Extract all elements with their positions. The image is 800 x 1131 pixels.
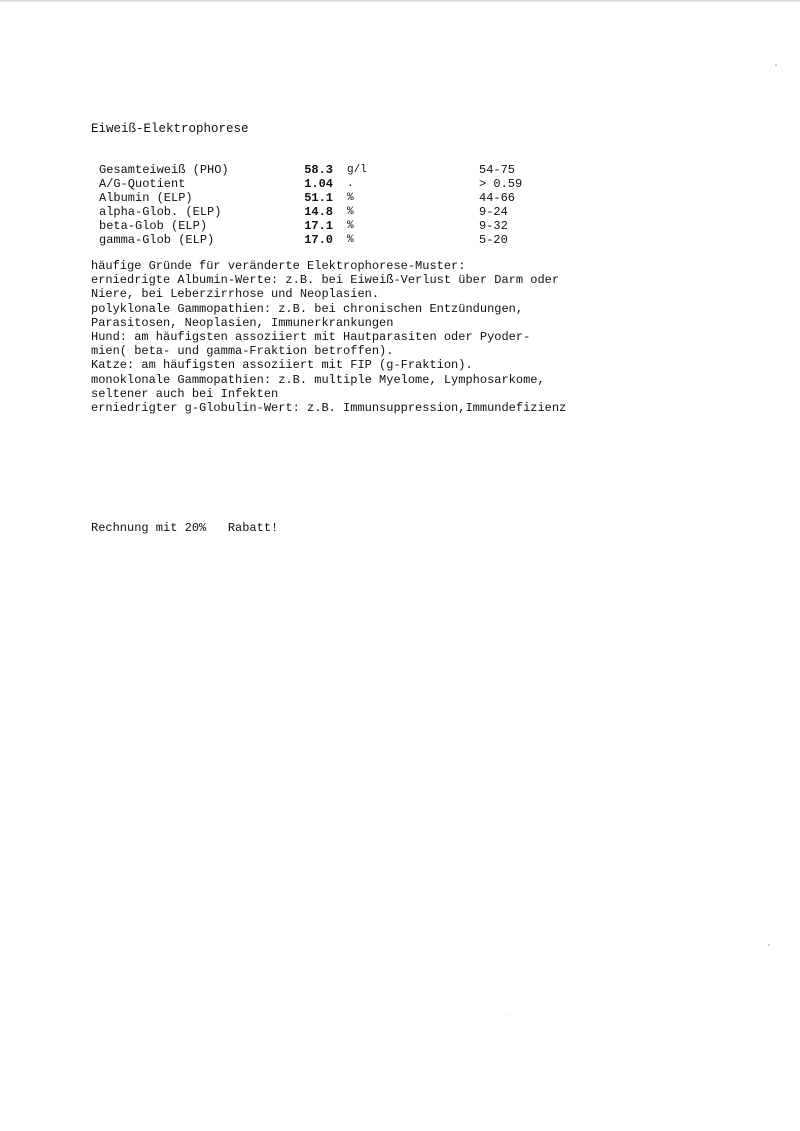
note-line: Hund: am häufigsten assoziiert mit Hautparasiten oder Pyoder- [91, 329, 531, 344]
results-table [99, 163, 559, 247]
result-value: 17.0 [304, 233, 333, 247]
note-line: mien( beta- und gamma-Fraktion betroffen). [91, 344, 394, 359]
result-name: alpha-Glob. (ELP) [99, 205, 222, 219]
result-value: 17.1 [304, 219, 333, 233]
result-row-beta-globulin [99, 219, 559, 233]
result-value: 58.3 [304, 163, 333, 177]
result-name: beta-Glob (ELP) [99, 219, 208, 233]
result-unit: % [347, 192, 354, 204]
note-line: monoklonale Gammopathien: z.B. multiple Myelome, Lymphosarkome, [91, 372, 545, 387]
scan-speck [775, 64, 777, 66]
result-row-gamma-globulin [99, 233, 559, 247]
result-name: Albumin (ELP) [99, 191, 193, 205]
note-line: polyklonale Gammopathien: z.B. bei chronischen Entzündungen, [91, 301, 524, 316]
interpretation-notes [91, 259, 566, 415]
result-reference-range: 9-32 [479, 219, 508, 233]
note-line: Parasitosen, Neoplasien, Immunerkrankungen [91, 315, 394, 330]
result-name: A/G-Quotient [99, 177, 186, 191]
result-reference-range: > 0.59 [479, 177, 523, 191]
result-value: 1.04 [304, 177, 333, 191]
result-unit: . [347, 178, 354, 190]
result-unit: % [347, 206, 354, 218]
note-line: seltener auch bei Infekten [91, 386, 279, 401]
result-name: gamma-Glob (ELP) [99, 233, 215, 247]
note-line: erniedrigte Albumin-Werte: z.B. bei Eiweiß-Verlust über Darm oder [91, 273, 560, 288]
note-line: Katze: am häufigsten assoziiert mit FIP (g-Fraktion). [91, 358, 473, 373]
scan-speck [509, 1014, 510, 1015]
result-name: Gesamteiweiß (PHO) [99, 163, 229, 177]
result-value: 14.8 [304, 205, 333, 219]
result-reference-range: 44-66 [479, 191, 516, 205]
scan-speck [768, 944, 770, 946]
page-top-edge [0, 0, 800, 2]
result-row-alpha-globulin [99, 205, 559, 219]
result-reference-range: 54-75 [479, 163, 516, 177]
result-unit: % [347, 234, 354, 246]
note-line: erniedrigter g-Globulin-Wert: z.B. Immunsuppression,Immundefizienz [91, 400, 567, 415]
result-unit: g/l [347, 164, 367, 176]
result-value: 51.1 [304, 191, 333, 205]
document-title: Eiweiß-Elektrophorese [91, 122, 249, 136]
invoice-note: Rechnung mit 20% Rabatt! [91, 521, 279, 535]
note-line: häufige Gründe für veränderte Elektrophorese-Muster: [91, 259, 466, 273]
note-line: Niere, bei Leberzirrhose und Neoplasien. [91, 287, 380, 302]
result-row-albumin [99, 191, 559, 205]
result-row-total-protein [99, 163, 559, 177]
result-unit: % [347, 220, 354, 232]
result-row-ag-ratio [99, 177, 559, 191]
result-reference-range: 9-24 [479, 205, 508, 219]
result-reference-range: 5-20 [479, 233, 508, 247]
